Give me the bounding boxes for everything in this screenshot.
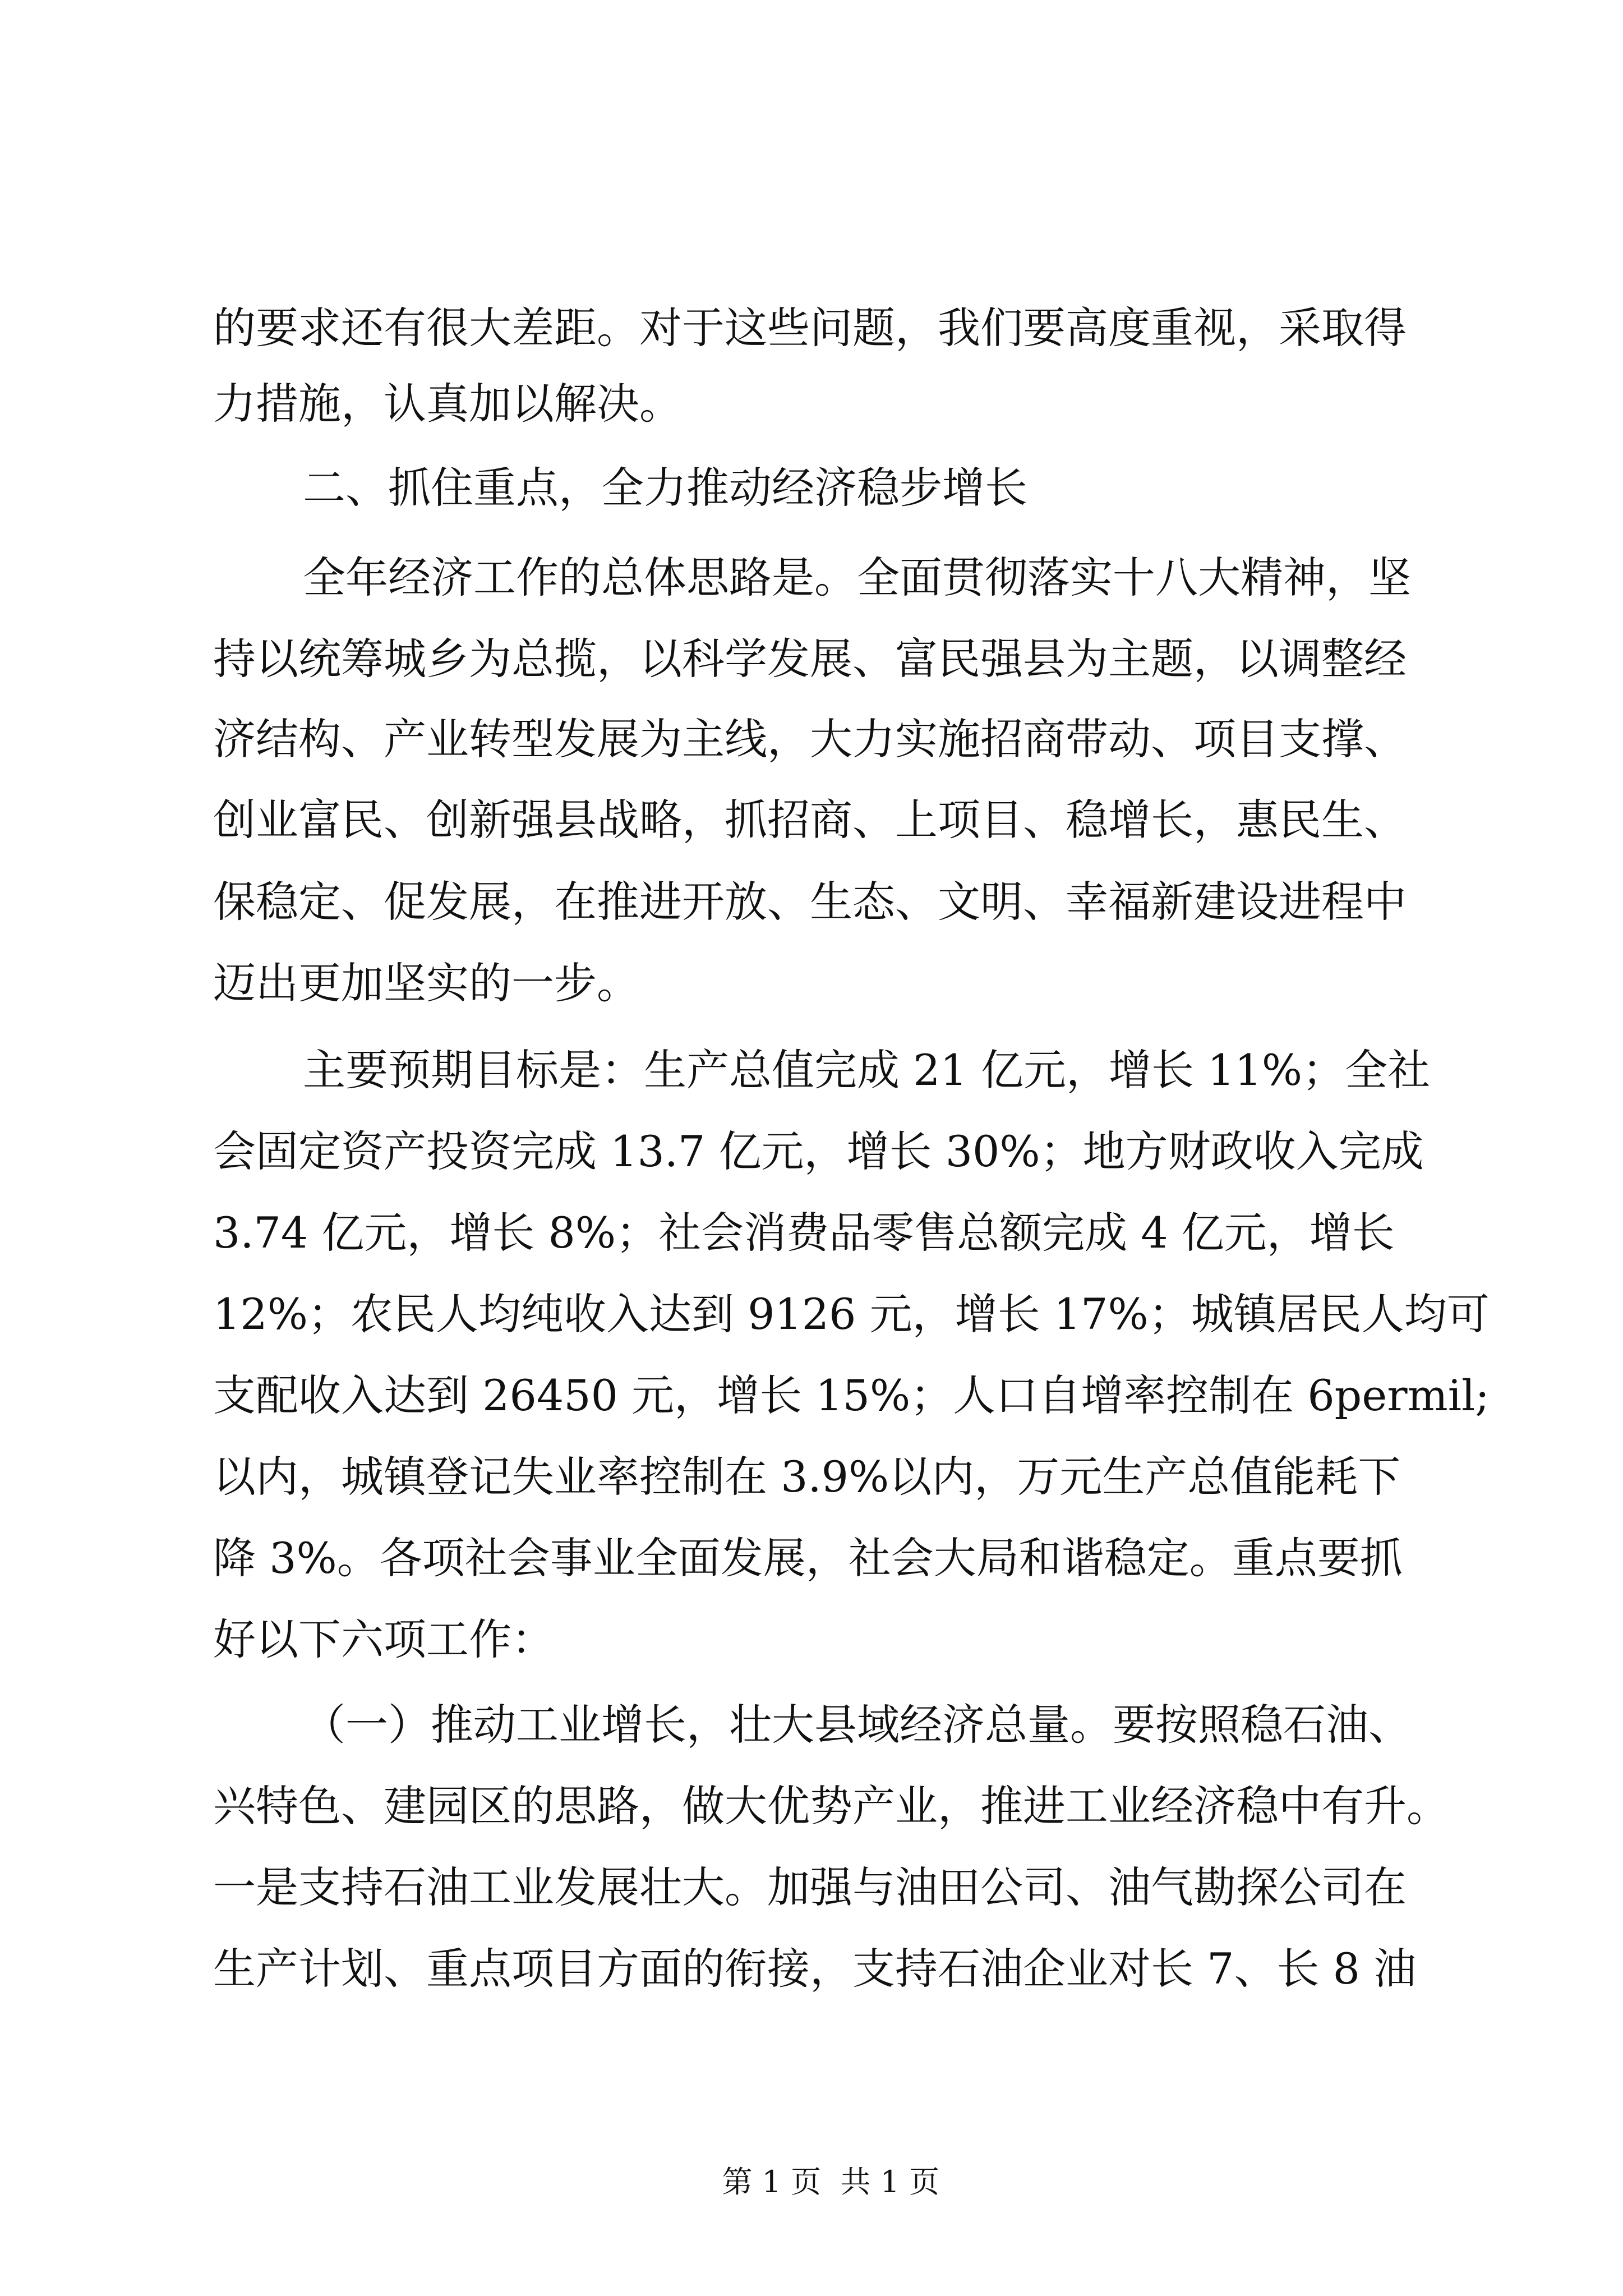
text-line: 全年经济工作的总体思路是。全面贯彻落实十八大精神，坚 <box>303 553 1411 602</box>
text-line: 主要预期目标是：生产总值完成 21 亿元，增长 11%；全社 <box>303 1045 1431 1095</box>
section-heading: 二、抓住重点，全力推动经济稳步增长 <box>303 463 1027 513</box>
text-line: 12%；农民人均纯收入达到 9126 元，增长 17%；城镇居民人均可 <box>213 1289 1490 1339</box>
text-line: 力措施，认真加以解决。 <box>213 379 682 429</box>
text-line: 降 3%。各项社会事业全面发展，社会大局和谐稳定。重点要抓 <box>213 1533 1403 1583</box>
text-line: 济结构、产业转型发展为主线，大力实施招商带动、项目支撑、 <box>213 714 1407 764</box>
text-line: 持以统筹城乡为总揽，以科学发展、富民强县为主题，以调整经 <box>213 634 1407 684</box>
text-line: （一）推动工业增长，壮大县域经济总量。要按照稳石油、 <box>303 1700 1411 1750</box>
text-line: 生产计划、重点项目方面的衔接，支持石油企业对长 7、长 8 油 <box>213 1944 1417 1994</box>
text-line: 一是支持石油工业发展壮大。加强与油田公司、油气勘探公司在 <box>213 1862 1407 1912</box>
text-line: 3.74 亿元，增长 8%；社会消费品零售总额完成 4 亿元，增长 <box>213 1208 1395 1258</box>
page-number-label: 第 1 页 共 1 页 <box>722 2164 940 2200</box>
text-line: 兴特色、建园区的思路，做大优势产业，推进工业经济稳中有升。 <box>213 1781 1449 1831</box>
text-line: 会固定资产投资完成 13.7 亿元，增长 30%；地方财政收入完成 <box>213 1126 1424 1176</box>
text-line: 以内，城镇登记失业率控制在 3.9%以内，万元生产总值能耗下 <box>213 1452 1401 1502</box>
text-line: 好以下六项工作： <box>213 1614 554 1664</box>
text-line: 创业富民、创新强县战略，抓招商、上项目、稳增长，惠民生、 <box>213 795 1407 845</box>
page-footer <box>0 2123 1623 2200</box>
text-line: 迈出更加坚实的一步。 <box>213 958 639 1008</box>
text-line: 支配收入达到 26450 元，增长 15%；人口自增率控制在 6permil; <box>213 1370 1490 1420</box>
text-line: 的要求还有很大差距。对于这些问题，我们要高度重视，采取得 <box>213 303 1407 353</box>
text-line: 保稳定、促发展，在推进开放、生态、文明、幸福新建设进程中 <box>213 877 1407 927</box>
